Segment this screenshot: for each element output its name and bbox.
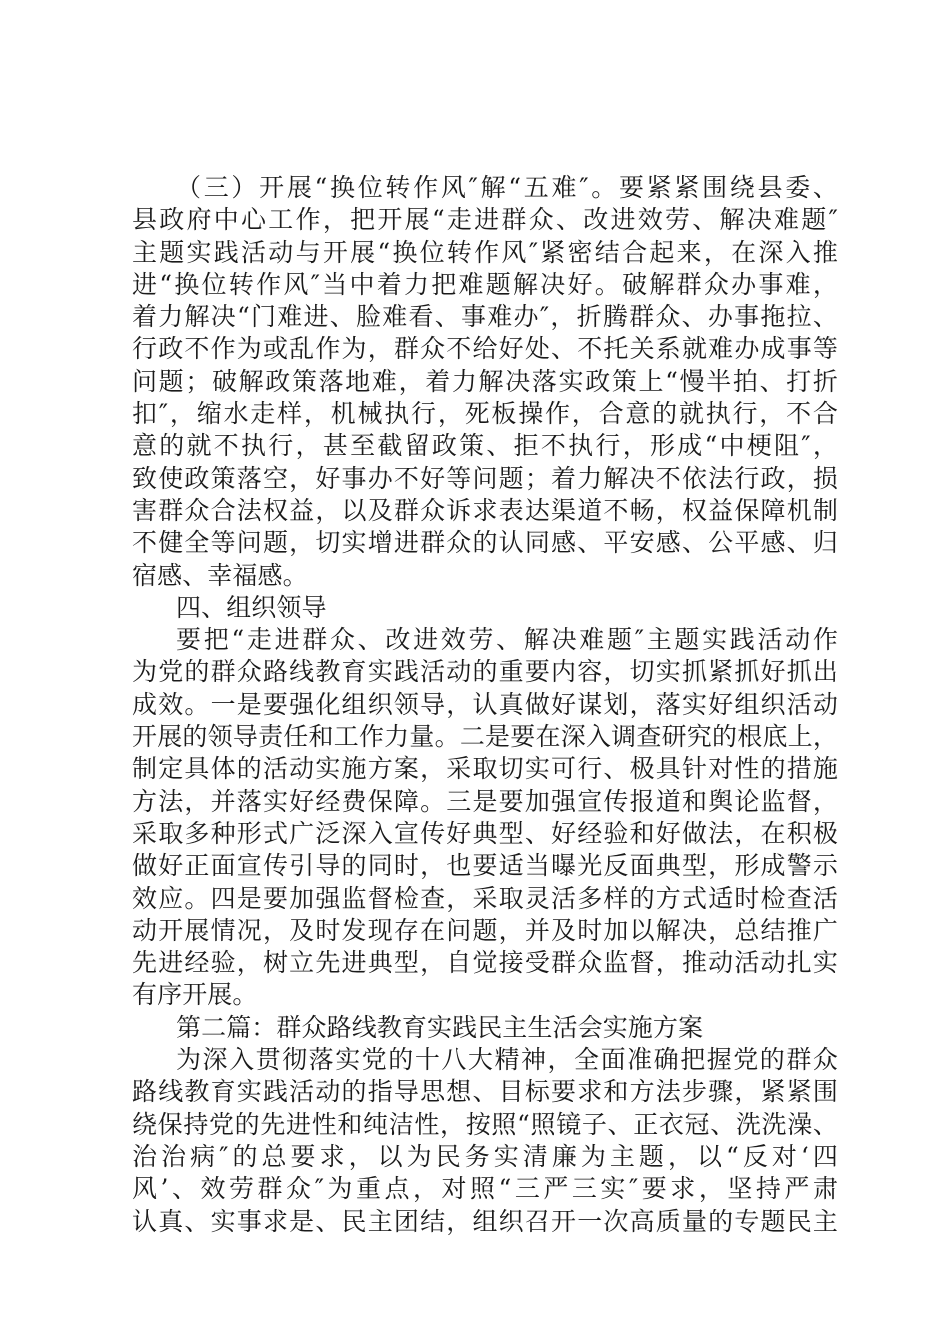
text-line: 成效。一是要强化组织领导，认真做好谋划，落实好组织活动 xyxy=(132,689,838,719)
text-line: 风’、效劳群众″为重点，对照“三严三实″要求，坚持严肃 xyxy=(132,1174,838,1204)
text-line: 路线教育实践活动的指导思想、目标要求和方法步骤，紧紧围 xyxy=(132,1077,838,1107)
text-line: 着力解决“门难进、脸难看、事难办″，折腾群众、办事拖拉、 xyxy=(132,302,838,332)
text-line: 四、组织领导 xyxy=(176,592,327,622)
text-line: 为深入贯彻落实党的十八大精神，全面准确把握党的群众 xyxy=(176,1045,838,1075)
text-line: 治治病″的总要求，以为民务实清廉为主题，以“反对‘四 xyxy=(132,1141,838,1171)
text-line: 先进经验，树立先进典型，自觉接受群众监督，推动活动扎实 xyxy=(132,948,838,978)
document-body xyxy=(132,172,838,1238)
text-line: 第二篇：群众路线教育实践民主生活会实施方案 xyxy=(176,1012,704,1042)
text-line: 害群众合法权益，以及群众诉求表达渠道不畅，权益保障机制 xyxy=(132,495,838,525)
text-line: 制定具体的活动实施方案，采取切实可行、极具针对性的措施 xyxy=(132,754,838,784)
text-line: 动开展情况，及时发现存在问题，并及时加以解决，总结推广 xyxy=(132,915,838,945)
text-line: 采取多种形式广泛深入宣传好典型、好经验和好做法，在积极 xyxy=(132,818,838,848)
text-line: 认真、实事求是、民主团结，组织召开一次高质量的专题民主 xyxy=(132,1206,838,1236)
text-line: 要把“走进群众、改进效劳、解决难题″主题实践活动作 xyxy=(176,625,838,655)
text-line: （三）开展“换位转作风″解“五难″。要紧紧围绕县委、 xyxy=(176,173,838,202)
text-line: 有序开展。 xyxy=(132,980,258,1010)
text-line: 扣″，缩水走样，机械执行，死板操作，合意的就执行，不合 xyxy=(132,399,838,429)
text-line: 开展的领导责任和工作力量。二是要在深入调查研究的根底上， xyxy=(132,722,838,752)
text-line: 效应。四是要加强监督检查，采取灵活多样的方式适时检查活 xyxy=(132,883,838,913)
text-line: 意的就不执行，甚至截留政策、拒不执行，形成“中梗阻″， xyxy=(132,431,838,461)
text-line: 进“换位转作风″当中着力把难题解决好。破解群众办事难， xyxy=(132,269,838,299)
text-line: 不健全等问题，切实增进群众的认同感、平安感、公平感、归 xyxy=(132,528,838,558)
text-line: 绕保持党的先进性和纯洁性，按照“照镜子、正衣冠、洗洗澡、 xyxy=(132,1109,838,1139)
text-line: 致使政策落空，好事办不好等问题；着力解决不依法行政，损 xyxy=(132,463,838,493)
text-line: 宿感、幸福感。 xyxy=(132,560,308,590)
text-line: 做好正面宣传引导的同时，也要适当曝光反面典型，形成警示 xyxy=(132,851,838,881)
text-line: 问题；破解政策落地难，着力解决落实政策上“慢半拍、打折 xyxy=(132,366,838,396)
text-line: 县政府中心工作，把开展“走进群众、改进效劳、解决难题″ xyxy=(132,205,838,235)
text-line: 行政不作为或乱作为，群众不给好处、不托关系就难办成事等 xyxy=(132,334,838,364)
text-line: 方法，并落实好经费保障。三是要加强宣传报道和舆论监督， xyxy=(132,786,838,816)
text-line: 为党的群众路线教育实践活动的重要内容，切实抓紧抓好抓出 xyxy=(132,657,838,687)
text-line: 主题实践活动与开展“换位转作风″紧密结合起来，在深入推 xyxy=(132,237,838,267)
